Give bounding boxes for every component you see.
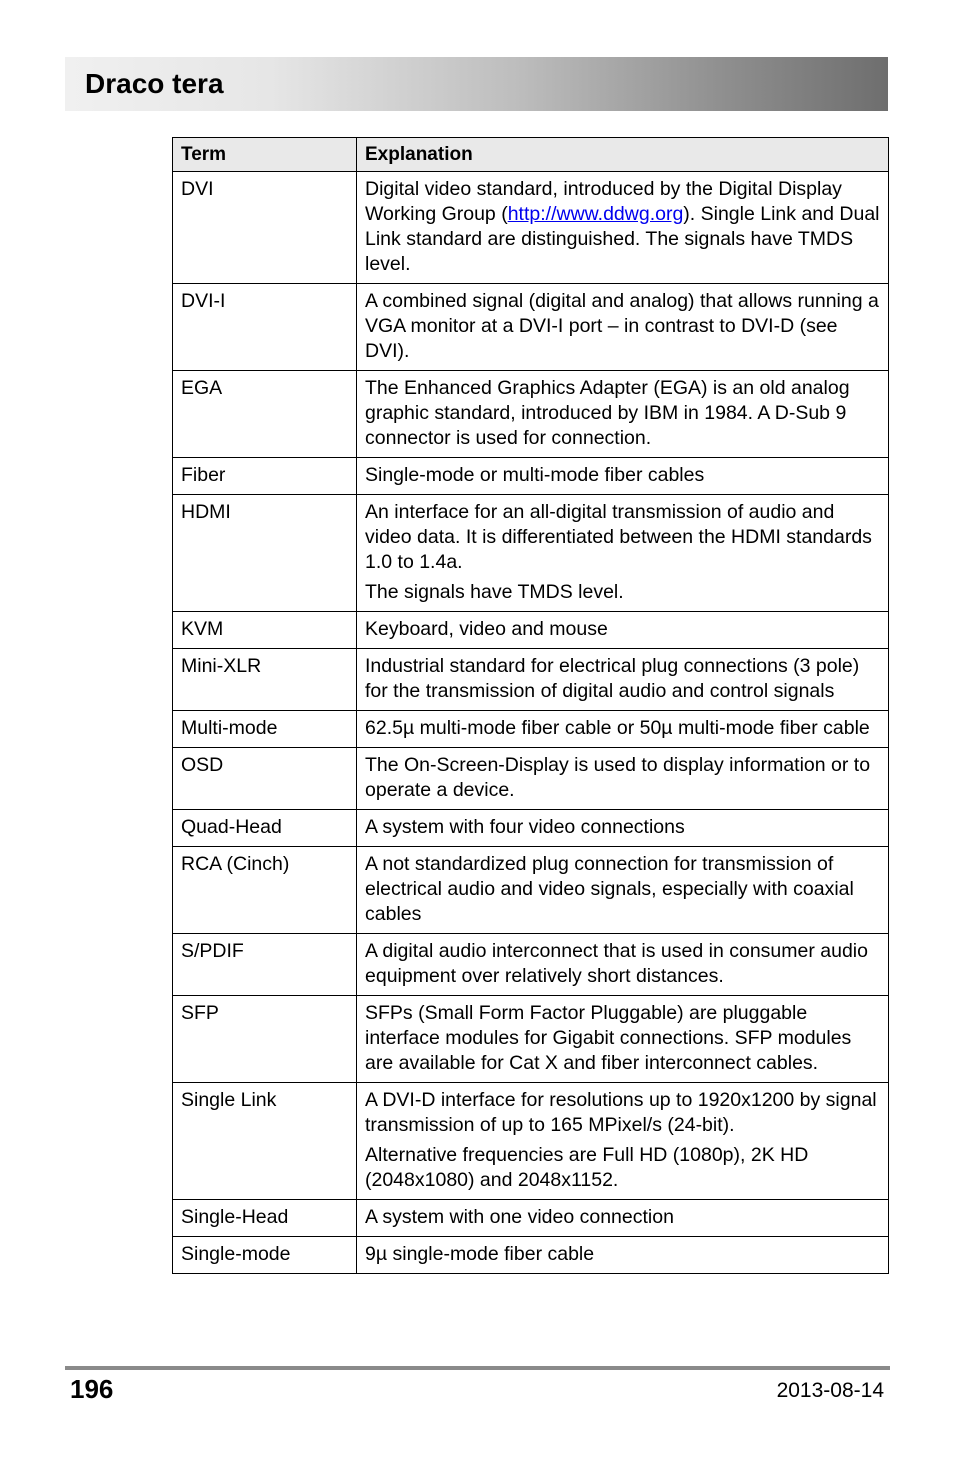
explanation-paragraph: A system with four video connections xyxy=(365,816,685,838)
explanation-paragraph: 9µ single-mode fiber cable xyxy=(365,1243,595,1265)
page-title: Draco tera xyxy=(85,68,224,99)
explanation-paragraph: A digital audio interconnect that is used in consumer audio equipment over relatively short distances. xyxy=(365,940,868,987)
table-row xyxy=(173,1200,889,1237)
glossary-body xyxy=(173,172,889,1274)
explanation-paragraph: Alternative frequencies are Full HD (1080p), 2K HD (2048x1080) and 2048x1152. xyxy=(365,1144,809,1191)
table-row xyxy=(173,495,889,612)
table-row xyxy=(173,1083,889,1200)
ddwg-link[interactable]: http://www.ddwg.org xyxy=(507,203,684,225)
term-cell: RCA (Cinch) xyxy=(173,847,357,934)
explanation-cell xyxy=(357,284,889,371)
table-row xyxy=(173,810,889,847)
explanation-cell xyxy=(357,934,889,996)
explanation-text: ). Single Link and Dual Link standard are distinguished. The signals have TMDS level. xyxy=(365,203,880,275)
explanation-cell xyxy=(357,748,889,810)
term-cell: S/PDIF xyxy=(173,934,357,996)
explanation-cell xyxy=(357,996,889,1083)
term-cell: Quad-Head xyxy=(173,810,357,847)
term-cell: KVM xyxy=(173,612,357,649)
table-row xyxy=(173,284,889,371)
term-cell: SFP xyxy=(173,996,357,1083)
table-row xyxy=(173,649,889,711)
explanation-paragraph: Keyboard, video and mouse xyxy=(365,618,608,640)
table-row xyxy=(173,172,889,284)
table-row xyxy=(173,1237,889,1274)
explanation-text: Digital video standard, introduced by the Digital Display Working Group ( xyxy=(365,178,842,225)
table-row xyxy=(173,711,889,748)
explanation-paragraph: 62.5µ multi-mode fiber cable or 50µ multi-mode fiber cable xyxy=(365,717,870,739)
term-cell: OSD xyxy=(173,748,357,810)
table-header-row xyxy=(173,138,889,172)
table-row xyxy=(173,458,889,495)
table-row xyxy=(173,371,889,458)
term-cell: Multi-mode xyxy=(173,711,357,748)
explanation-paragraph: The On-Screen-Display is used to display information or to operate a device. xyxy=(365,754,871,801)
table-row xyxy=(173,847,889,934)
explanation-paragraph: Industrial standard for electrical plug connections (3 pole) for the transmission of digital audio and control signals xyxy=(365,655,860,702)
column-header-term: Term xyxy=(173,138,357,172)
term-cell: DVI xyxy=(173,172,357,284)
term-cell: Fiber xyxy=(173,458,357,495)
explanation-cell xyxy=(357,810,889,847)
table-row xyxy=(173,612,889,649)
explanation-cell xyxy=(357,458,889,495)
term-cell: Single-Head xyxy=(173,1200,357,1237)
header-bar xyxy=(65,57,888,111)
glossary-table xyxy=(172,137,889,1274)
explanation-paragraph: An interface for an all-digital transmission of audio and video data. It is differentiated between the HDMI standards 1.0 to 1.4a. xyxy=(365,501,872,573)
explanation-cell xyxy=(357,649,889,711)
table-row xyxy=(173,996,889,1083)
term-cell: EGA xyxy=(173,371,357,458)
explanation-cell xyxy=(357,711,889,748)
explanation-cell xyxy=(357,1083,889,1200)
explanation-paragraph: SFPs (Small Form Factor Pluggable) are pluggable interface modules for Gigabit connections. SFP modules are available for Cat X and fiber interconnect cables. xyxy=(365,1002,852,1074)
footer-date: 2013-08-14 xyxy=(776,1379,884,1402)
explanation-cell xyxy=(357,1200,889,1237)
term-cell: Single Link xyxy=(173,1083,357,1200)
explanation-paragraph xyxy=(365,177,882,277)
explanation-cell xyxy=(357,495,889,612)
explanation-cell xyxy=(357,612,889,649)
explanation-paragraph: A DVI-D interface for resolutions up to 1920x1200 by signal transmission of up to 165 MPixel/s (24-bit). xyxy=(365,1089,877,1136)
explanation-cell xyxy=(357,172,889,284)
explanation-cell xyxy=(357,371,889,458)
term-cell: Single-mode xyxy=(173,1237,357,1274)
table-row xyxy=(173,748,889,810)
explanation-paragraph: A not standardized plug connection for transmission of electrical audio and video signals, especially with coaxial cables xyxy=(365,853,854,925)
page-number: 196 xyxy=(70,1374,114,1404)
explanation-paragraph: A system with one video connection xyxy=(365,1206,674,1228)
footer-rule xyxy=(65,1366,890,1370)
explanation-paragraph: Single-mode or multi-mode fiber cables xyxy=(365,464,705,486)
explanation-cell xyxy=(357,1237,889,1274)
term-cell: DVI-I xyxy=(173,284,357,371)
table-row xyxy=(173,934,889,996)
explanation-paragraph: The Enhanced Graphics Adapter (EGA) is an old analog graphic standard, introduced by IBM in 1984. A D-Sub 9 connector is used for connection. xyxy=(365,377,850,449)
explanation-paragraph: The signals have TMDS level. xyxy=(365,581,624,603)
term-cell: Mini-XLR xyxy=(173,649,357,711)
explanation-paragraph: A combined signal (digital and analog) that allows running a VGA monitor at a DVI-I port – in contrast to DVI-D (see DVI). xyxy=(365,290,879,362)
explanation-cell xyxy=(357,847,889,934)
term-cell: HDMI xyxy=(173,495,357,612)
column-header-explanation: Explanation xyxy=(357,138,889,172)
